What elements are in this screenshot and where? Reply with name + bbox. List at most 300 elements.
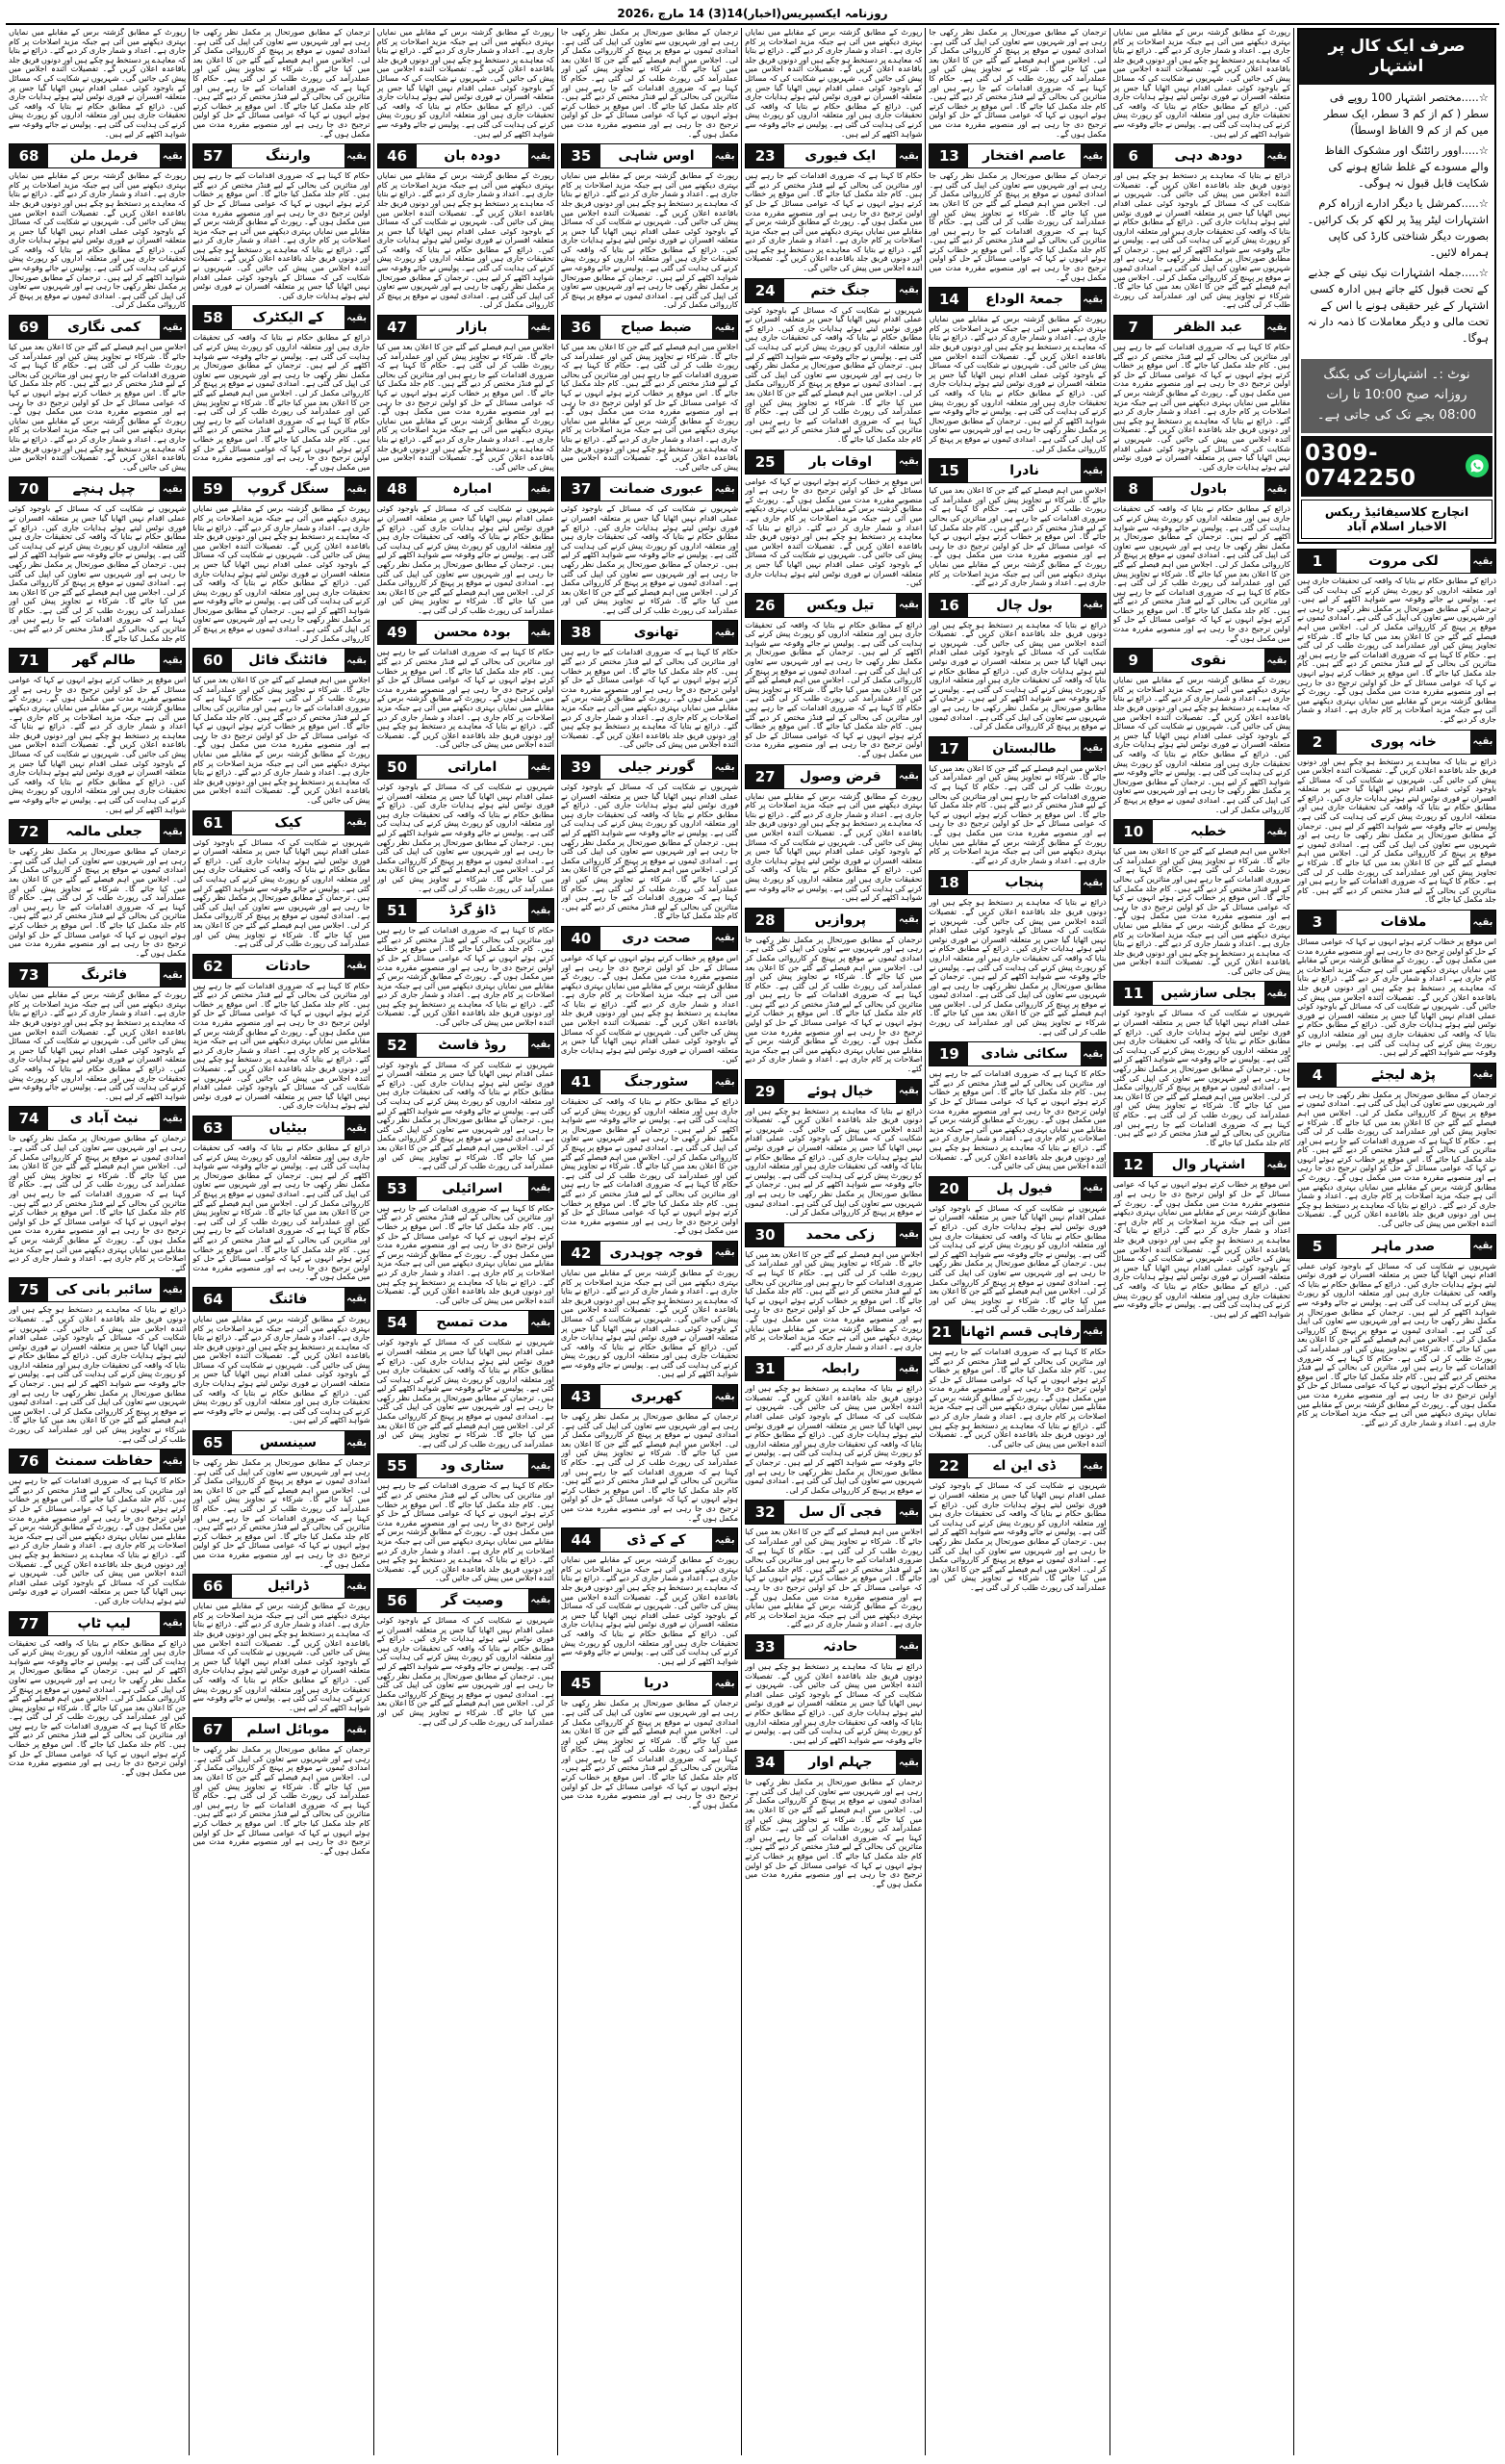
- column-lead-text: ترجمان کے مطابق صورتحال پر مکمل نظر رکھی جا رہی ہے اور شہریوں سے تعاون کی اپیل کی گئی ہے۔ امدادی ٹیموں نے موقع پر پہنچ کر کارروائی مکمل کر لی۔ اجلاس میں اہم فیصلے کیے گئے جن کا اعلان بعد میں کیا جائے گا۔ شرکاء نے تجاویز پیش کیں اور عملدرآمد کی رپورٹ طلب کر لی گئی ہے۔ حکام کا کہنا ہے کہ ضروری اقدامات کیے جا رہے ہیں اور متاثرین کی بحالی کے لیے فنڈز مختص کر دیے گئے ہیں۔ کام جلد مکمل کیا جائے گا۔ اس موقع پر خطاب کرتے ہوئے انہوں نے کہا کہ عوامی مسائل کے حل کو اولین ترجیح دی جا رہی ہے اور منصوبے مقررہ مدت میں مکمل ہوں گے۔: [560, 28, 739, 139]
- section-title: سائبر بانی کی: [48, 1278, 160, 1301]
- continuation-tag: بقیہ: [712, 1070, 737, 1093]
- continuation-tag: بقیہ: [896, 1751, 921, 1774]
- section-header: [192, 476, 370, 501]
- section-body-text: ترجمان کے مطابق صورتحال پر مکمل نظر رکھی جا رہی ہے اور شہریوں سے تعاون کی اپیل کی گئی ہے۔ امدادی ٹیموں نے موقع پر پہنچ کر کارروائی مکمل کر لی۔ اجلاس میں اہم فیصلے کیے گئے جن کا اعلان بعد میں کیا جائے گا۔ شرکاء نے تجاویز پیش کیں اور عملدرآمد کی رپورٹ طلب کر لی گئی ہے۔ حکام کا کہنا ہے کہ ضروری اقدامات کیے جا رہے ہیں اور متاثرین کی بحالی کے لیے فنڈز مختص کر دیے گئے ہیں۔ کام جلد مکمل کیا جائے گا۔ اس موقع پر خطاب کرتے ہوئے انہوں نے کہا کہ عوامی مسائل کے حل کو اولین ترجیح دی جا رہی ہے اور منصوبے مقررہ مدت میں مکمل ہوں گے۔: [929, 171, 1107, 282]
- section-body-text: رپورٹ کے مطابق گزشتہ برس کے مقابلے میں نمایاں بہتری دیکھنے میں آئی ہے جبکہ مزید اصلاحات پر کام جاری ہے۔ اعداد و شمار جاری کر دیے گئے۔ ذرائع نے بتایا کہ معاہدے پر دستخط ہو چکے ہیں اور دونوں فریق جلد باقاعدہ اعلان کریں گے۔ تفصیلات آئندہ اجلاس میں پیش کی جائیں گی۔ شہریوں نے شکایت کی کہ مسائل کے باوجود کوئی عملی اقدام نہیں اٹھایا گیا جس پر متعلقہ افسران نے فوری نوٹس لیتے ہوئے ہدایات جاری کیں۔ ذرائع کے مطابق حکام نے بتایا کہ واقعہ کی تحقیقات جاری ہیں اور متعلقہ اداروں کو رپورٹ پیش کرنے کی ہدایت کی گئی ہے۔ پولیس نے جائے وقوعہ سے شواہد اکٹھے کر لیے ہیں۔: [192, 1314, 370, 1425]
- section-header: [929, 870, 1106, 895]
- section-title: چپل ہنچے: [48, 477, 160, 500]
- continuation-tag: بقیہ: [528, 899, 553, 922]
- section-title: کمی نگاری: [48, 316, 160, 339]
- section-title: عاصم افتخار: [968, 144, 1080, 167]
- continuation-tag: بقیہ: [1264, 477, 1289, 500]
- section-header: [561, 476, 738, 501]
- section-body-text: شہریوں نے شکایت کی کہ مسائل کے باوجود کوئی عملی اقدام نہیں اٹھایا گیا جس پر متعلقہ افسران نے فوری نوٹس لیتے ہوئے ہدایات جاری کیں۔ ذرائع کے مطابق حکام نے بتایا کہ واقعہ کی تحقیقات جاری ہیں اور متعلقہ اداروں کو رپورٹ پیش کرنے کی ہدایت کی گئی ہے۔ پولیس نے جائے وقوعہ سے شواہد اکٹھے کر لیے ہیں۔ ترجمان کے مطابق صورتحال پر مکمل نظر رکھی جا رہی ہے اور شہریوں سے تعاون کی اپیل کی گئی ہے۔ امدادی ٹیموں نے موقع پر پہنچ کر کارروائی مکمل کر لی۔ اجلاس میں اہم فیصلے کیے گئے جن کا اعلان بعد میں کیا جائے گا۔ شرکاء نے تجاویز پیش کیں اور عملدرآمد کی رپورٹ طلب کر لی گئی ہے۔: [376, 1060, 554, 1171]
- continuation-tag: بقیہ: [1264, 982, 1289, 1005]
- section-body-text: رپورٹ کے مطابق گزشتہ برس کے مقابلے میں نمایاں بہتری دیکھنے میں آئی ہے جبکہ مزید اصلاحات پر کام جاری ہے۔ اعداد و شمار جاری کر دیے گئے۔ ذرائع نے بتایا کہ معاہدے پر دستخط ہو چکے ہیں اور دونوں فریق جلد باقاعدہ اعلان کریں گے۔ تفصیلات آئندہ اجلاس میں پیش کی جائیں گی۔ شہریوں نے شکایت کی کہ مسائل کے باوجود کوئی عملی اقدام نہیں اٹھایا گیا جس پر متعلقہ افسران نے فوری نوٹس لیتے ہوئے ہدایات جاری کیں۔ ذرائع کے مطابق حکام نے بتایا کہ واقعہ کی تحقیقات جاری ہیں اور متعلقہ اداروں کو رپورٹ پیش کرنے کی ہدایت کی گئی ہے۔ پولیس نے جائے وقوعہ سے شواہد اکٹھے کر لیے ہیں۔ ترجمان کے مطابق صورتحال پر مکمل نظر رکھی جا رہی ہے اور شہریوں سے تعاون کی اپیل کی گئی ہے۔ امدادی ٹیموں نے موقع پر پہنچ کر کارروائی مکمل کر لی۔: [929, 315, 1107, 453]
- continuation-tag: بقیہ: [528, 1454, 553, 1477]
- continuation-tag: بقیہ: [344, 1288, 370, 1311]
- continuation-tag: بقیہ: [160, 144, 185, 167]
- section-body-text: حکام کا کہنا ہے کہ ضروری اقدامات کیے جا رہے ہیں اور متاثرین کی بحالی کے لیے فنڈز مختص کر دیے گئے ہیں۔ کام جلد مکمل کیا جائے گا۔ اس موقع پر خطاب کرتے ہوئے انہوں نے کہا کہ عوامی مسائل کے حل کو اولین ترجیح دی جا رہی ہے اور منصوبے مقررہ مدت میں مکمل ہوں گے۔ رپورٹ کے مطابق گزشتہ برس کے مقابلے میں نمایاں بہتری دیکھنے میں آئی ہے جبکہ مزید اصلاحات پر کام جاری ہے۔ اعداد و شمار جاری کر دیے گئے۔ ذرائع نے بتایا کہ معاہدے پر دستخط ہو چکے ہیں اور دونوں فریق جلد باقاعدہ اعلان کریں گے۔ تفصیلات آئندہ اجلاس میں پیش کی جائیں گی۔ شہریوں نے شکایت کی کہ مسائل کے باوجود کوئی عملی اقدام نہیں اٹھایا گیا جس پر متعلقہ افسران نے فوری نوٹس لیتے ہوئے ہدایات جاری کیں۔: [192, 171, 370, 300]
- section-number: 64: [193, 1288, 232, 1311]
- section-title: عبد الظفر: [1153, 316, 1264, 339]
- section-title: فائنگ: [232, 1288, 344, 1311]
- column-sections: [1113, 143, 1290, 1319]
- section-body-text: اس موقع پر خطاب کرتے ہوئے انہوں نے کہا کہ عوامی مسائل کے حل کو اولین ترجیح دی جا رہی ہے اور منصوبے مقررہ مدت میں مکمل ہوں گے۔ رپورٹ کے مطابق گزشتہ برس کے مقابلے میں نمایاں بہتری دیکھنے میں آئی ہے جبکہ مزید اصلاحات پر کام جاری ہے۔ اعداد و شمار جاری کر دیے گئے۔ ذرائع نے بتایا کہ معاہدے پر دستخط ہو چکے ہیں اور دونوں فریق جلد باقاعدہ اعلان کریں گے۔ تفصیلات آئندہ اجلاس میں پیش کی جائیں گی۔ شہریوں نے شکایت کی کہ مسائل کے باوجود کوئی عملی اقدام نہیں اٹھایا گیا جس پر متعلقہ افسران نے فوری نوٹس لیتے ہوئے ہدایات جاری کیں۔ ذرائع کے مطابق حکام نے بتایا کہ واقعہ کی تحقیقات جاری ہیں اور متعلقہ اداروں کو رپورٹ پیش کرنے کی ہدایت کی گئی ہے۔ پولیس نے جائے وقوعہ سے شواہد اکٹھے کر لیے ہیں۔: [1112, 1180, 1290, 1319]
- section-number: 36: [562, 316, 600, 339]
- column-2: [925, 28, 1109, 2455]
- section-body-text: حکام کا کہنا ہے کہ ضروری اقدامات کیے جا رہے ہیں اور متاثرین کی بحالی کے لیے فنڈز مختص کر دیے گئے ہیں۔ کام جلد مکمل کیا جائے گا۔ اس موقع پر خطاب کرتے ہوئے انہوں نے کہا کہ عوامی مسائل کے حل کو اولین ترجیح دی جا رہی ہے اور منصوبے مقررہ مدت میں مکمل ہوں گے۔ رپورٹ کے مطابق گزشتہ برس کے مقابلے میں نمایاں بہتری دیکھنے میں آئی ہے جبکہ مزید اصلاحات پر کام جاری ہے۔ اعداد و شمار جاری کر دیے گئے۔ ذرائع نے بتایا کہ معاہدے پر دستخط ہو چکے ہیں اور دونوں فریق جلد باقاعدہ اعلان کریں گے۔ تفصیلات آئندہ اجلاس میں پیش کی جائیں گی۔ شہریوں نے شکایت کی کہ مسائل کے باوجود کوئی عملی اقدام نہیں اٹھایا گیا جس پر متعلقہ افسران نے فوری نوٹس لیتے ہوئے ہدایات جاری کیں۔: [192, 981, 370, 1111]
- section-header: [929, 593, 1106, 618]
- section-number: 18: [930, 871, 968, 894]
- column-lead-text: رپورٹ کے مطابق گزشتہ برس کے مقابلے میں نمایاں بہتری دیکھنے میں آئی ہے جبکہ مزید اصلاحات پر کام جاری ہے۔ اعداد و شمار جاری کر دیے گئے۔ ذرائع نے بتایا کہ معاہدے پر دستخط ہو چکے ہیں اور دونوں فریق جلد باقاعدہ اعلان کریں گے۔ تفصیلات آئندہ اجلاس میں پیش کی جائیں گی۔ شہریوں نے شکایت کی کہ مسائل کے باوجود کوئی عملی اقدام نہیں اٹھایا گیا جس پر متعلقہ افسران نے فوری نوٹس لیتے ہوئے ہدایات جاری کیں۔ ذرائع کے مطابق حکام نے بتایا کہ واقعہ کی تحقیقات جاری ہیں اور متعلقہ اداروں کو رپورٹ پیش کرنے کی ہدایت کی گئی ہے۔ پولیس نے جائے وقوعہ سے شواہد اکٹھے کر لیے ہیں۔: [745, 28, 923, 139]
- section-body-text: ذرائع نے بتایا کہ معاہدے پر دستخط ہو چکے ہیں اور دونوں فریق جلد باقاعدہ اعلان کریں گے۔ تفصیلات آئندہ اجلاس میں پیش کی جائیں گی۔ شہریوں نے شکایت کی کہ مسائل کے باوجود کوئی عملی اقدام نہیں اٹھایا گیا جس پر متعلقہ افسران نے فوری نوٹس لیتے ہوئے ہدایات جاری کیں۔ ذرائع کے مطابق حکام نے بتایا کہ واقعہ کی تحقیقات جاری ہیں اور متعلقہ اداروں کو رپورٹ پیش کرنے کی ہدایت کی گئی ہے۔ پولیس نے جائے وقوعہ سے شواہد اکٹھے کر لیے ہیں۔ ترجمان کے مطابق صورتحال پر مکمل نظر رکھی جا رہی ہے اور شہریوں سے تعاون کی اپیل کی گئی ہے۔ امدادی ٹیموں نے موقع پر پہنچ کر کارروائی مکمل کر لی۔ اجلاس میں اہم فیصلے کیے گئے جن کا اعلان بعد میں کیا جائے گا۔ شرکاء نے تجاویز پیش کیں اور عملدرآمد کی رپورٹ طلب کر لی گئی ہے۔ حکام کا کہنا ہے کہ ضروری اقدامات کیے جا رہے ہیں اور متاثرین کی بحالی کے لیے فنڈز مختص کر دیے گئے ہیں۔ کام جلد مکمل کیا جائے گا۔: [1297, 757, 1496, 905]
- section-title: کے الیکٹرک: [232, 306, 344, 329]
- section-title: عبوری ضمانت: [600, 477, 712, 500]
- continuation-tag: بقیہ: [528, 621, 553, 644]
- section-body-text: اجلاس میں اہم فیصلے کیے گئے جن کا اعلان بعد میں کیا جائے گا۔ شرکاء نے تجاویز پیش کیں اور عملدرآمد کی رپورٹ طلب کر لی گئی ہے۔ حکام کا کہنا ہے کہ ضروری اقدامات کیے جا رہے ہیں اور متاثرین کی بحالی کے لیے فنڈز مختص کر دیے گئے ہیں۔ کام جلد مکمل کیا جائے گا۔ اس موقع پر خطاب کرتے ہوئے انہوں نے کہا کہ عوامی مسائل کے حل کو اولین ترجیح دی جا رہی ہے اور منصوبے مقررہ مدت میں مکمل ہوں گے۔ رپورٹ کے مطابق گزشتہ برس کے مقابلے میں نمایاں بہتری دیکھنے میں آئی ہے جبکہ مزید اصلاحات پر کام جاری ہے۔ اعداد و شمار جاری کر دیے گئے۔ ذرائع نے بتایا کہ معاہدے پر دستخط ہو چکے ہیں اور دونوں فریق جلد باقاعدہ اعلان کریں گے۔ تفصیلات آئندہ اجلاس میں پیش کی جائیں گی۔: [376, 343, 554, 472]
- section-header: [192, 810, 370, 835]
- section-body-text: رپورٹ کے مطابق گزشتہ برس کے مقابلے میں نمایاں بہتری دیکھنے میں آئی ہے جبکہ مزید اصلاحات پر کام جاری ہے۔ اعداد و شمار جاری کر دیے گئے۔ ذرائع نے بتایا کہ معاہدے پر دستخط ہو چکے ہیں اور دونوں فریق جلد باقاعدہ اعلان کریں گے۔ تفصیلات آئندہ اجلاس میں پیش کی جائیں گی۔ شہریوں نے شکایت کی کہ مسائل کے باوجود کوئی عملی اقدام نہیں اٹھایا گیا جس پر متعلقہ افسران نے فوری نوٹس لیتے ہوئے ہدایات جاری کیں۔ ذرائع کے مطابق حکام نے بتایا کہ واقعہ کی تحقیقات جاری ہیں اور متعلقہ اداروں کو رپورٹ پیش کرنے کی ہدایت کی گئی ہے۔ پولیس نے جائے وقوعہ سے شواہد اکٹھے کر لیے ہیں۔: [745, 791, 923, 903]
- section-number: 23: [746, 144, 784, 167]
- column-1: [1110, 28, 1293, 2455]
- section-title: سینسس: [232, 1431, 344, 1454]
- ad-phone-number[interactable]: 0309-0742250: [1305, 441, 1416, 491]
- continuation-tag: بقیہ: [344, 649, 370, 672]
- continuation-tag: بقیہ: [1470, 731, 1495, 754]
- section-title: فائٹنگ فائل: [232, 649, 344, 672]
- section-body-text: شہریوں نے شکایت کی کہ مسائل کے باوجود کوئی عملی اقدام نہیں اٹھایا گیا جس پر متعلقہ افسران نے فوری نوٹس لیتے ہوئے ہدایات جاری کیں۔ ذرائع کے مطابق حکام نے بتایا کہ واقعہ کی تحقیقات جاری ہیں اور متعلقہ اداروں کو رپورٹ پیش کرنے کی ہدایت کی گئی ہے۔ پولیس نے جائے وقوعہ سے شواہد اکٹھے کر لیے ہیں۔ ترجمان کے مطابق صورتحال پر مکمل نظر رکھی جا رہی ہے اور شہریوں سے تعاون کی اپیل کی گئی ہے۔ امدادی ٹیموں نے موقع پر پہنچ کر کارروائی مکمل کر لی۔ اجلاس میں اہم فیصلے کیے گئے جن کا اعلان بعد میں کیا جائے گا۔ شرکاء نے تجاویز پیش کیں اور عملدرآمد کی رپورٹ طلب کر لی گئی ہے۔: [376, 1338, 554, 1449]
- section-header: [192, 143, 370, 168]
- section-number: 54: [378, 1311, 417, 1334]
- section-body-text: شہریوں نے شکایت کی کہ مسائل کے باوجود کوئی عملی اقدام نہیں اٹھایا گیا جس پر متعلقہ افسران نے فوری نوٹس لیتے ہوئے ہدایات جاری کیں۔ ذرائع کے مطابق حکام نے بتایا کہ واقعہ کی تحقیقات جاری ہیں اور متعلقہ اداروں کو رپورٹ پیش کرنے کی ہدایت کی گئی ہے۔ پولیس نے جائے وقوعہ سے شواہد اکٹھے کر لیے ہیں۔ ترجمان کے مطابق صورتحال پر مکمل نظر رکھی جا رہی ہے اور شہریوں سے تعاون کی اپیل کی گئی ہے۔ امدادی ٹیموں نے موقع پر پہنچ کر کارروائی مکمل کر لی۔ اجلاس میں اہم فیصلے کیے گئے جن کا اعلان بعد میں کیا جائے گا۔ شرکاء نے تجاویز پیش کیں اور عملدرآمد کی رپورٹ طلب کر لی گئی ہے۔: [560, 504, 739, 615]
- ad-term: ☆.....کمرشل یا دیگر ادارے ازراہ کرم اشتہارات لیٹر پیڈ پر لکھ کر بک کرائیں۔ بصورت دیگر شناختی کارڈ کی کاپی ہمراہ لائیں۔: [1307, 196, 1489, 259]
- section-title: سٹورجنگ: [600, 1070, 712, 1093]
- section-title: ڈاؤ گرڈ: [417, 899, 528, 922]
- section-title: ڈی این اے: [968, 1454, 1080, 1477]
- continuation-tag: بقیہ: [160, 316, 185, 339]
- section-body-text: ذرائع کے مطابق حکام نے بتایا کہ واقعہ کی تحقیقات جاری ہیں اور متعلقہ اداروں کو رپورٹ پیش کرنے کی ہدایت کی گئی ہے۔ پولیس نے جائے وقوعہ سے شواہد اکٹھے کر لیے ہیں۔ ترجمان کے مطابق صورتحال پر مکمل نظر رکھی جا رہی ہے اور شہریوں سے تعاون کی اپیل کی گئی ہے۔ امدادی ٹیموں نے موقع پر پہنچ کر کارروائی مکمل کر لی۔ اجلاس میں اہم فیصلے کیے گئے جن کا اعلان بعد میں کیا جائے گا۔ شرکاء نے تجاویز پیش کیں اور عملدرآمد کی رپورٹ طلب کر لی گئی ہے۔ حکام کا کہنا ہے کہ ضروری اقدامات کیے جا رہے ہیں اور متاثرین کی بحالی کے لیے فنڈز مختص کر دیے گئے ہیں۔ کام جلد مکمل کیا جائے گا۔ اس موقع پر خطاب کرتے ہوئے انہوں نے کہا کہ عوامی مسائل کے حل کو اولین ترجیح دی جا رہی ہے اور منصوبے مقررہ مدت میں مکمل ہوں گے۔: [560, 1097, 739, 1236]
- section-header: [561, 620, 738, 645]
- section-number: 60: [193, 649, 232, 672]
- ad-terms-list: [1299, 85, 1494, 355]
- section-number: 76: [10, 1450, 48, 1473]
- section-title: نیٹ آباد ی: [48, 1107, 160, 1130]
- columns-container: [6, 28, 1499, 2455]
- continuation-tag: بقیہ: [896, 144, 921, 167]
- section-body-text: ترجمان کے مطابق صورتحال پر مکمل نظر رکھی جا رہی ہے اور شہریوں سے تعاون کی اپیل کی گئی ہے۔ امدادی ٹیموں نے موقع پر پہنچ کر کارروائی مکمل کر لی۔ اجلاس میں اہم فیصلے کیے گئے جن کا اعلان بعد میں کیا جائے گا۔ شرکاء نے تجاویز پیش کیں اور عملدرآمد کی رپورٹ طلب کر لی گئی ہے۔ حکام کا کہنا ہے کہ ضروری اقدامات کیے جا رہے ہیں اور متاثرین کی بحالی کے لیے فنڈز مختص کر دیے گئے ہیں۔ کام جلد مکمل کیا جائے گا۔ اس موقع پر خطاب کرتے ہوئے انہوں نے کہا کہ عوامی مسائل کے حل کو اولین ترجیح دی جا رہی ہے اور منصوبے مقررہ مدت میں مکمل ہوں گے۔: [9, 847, 187, 958]
- section-title: زکی محمد: [784, 1223, 896, 1246]
- continuation-tag: بقیہ: [1081, 871, 1106, 894]
- section-title: خیال ہوئے: [784, 1080, 896, 1103]
- section-body-text: اجلاس میں اہم فیصلے کیے گئے جن کا اعلان بعد میں کیا جائے گا۔ شرکاء نے تجاویز پیش کیں اور عملدرآمد کی رپورٹ طلب کر لی گئی ہے۔ حکام کا کہنا ہے کہ ضروری اقدامات کیے جا رہے ہیں اور متاثرین کی بحالی کے لیے فنڈز مختص کر دیے گئے ہیں۔ کام جلد مکمل کیا جائے گا۔ اس موقع پر خطاب کرتے ہوئے انہوں نے کہا کہ عوامی مسائل کے حل کو اولین ترجیح دی جا رہی ہے اور منصوبے مقررہ مدت میں مکمل ہوں گے۔ رپورٹ کے مطابق گزشتہ برس کے مقابلے میں نمایاں بہتری دیکھنے میں آئی ہے جبکہ مزید اصلاحات پر کام جاری ہے۔ اعداد و شمار جاری کر دیے گئے۔: [745, 1249, 923, 1351]
- section-header: [9, 648, 186, 673]
- section-body-text: ترجمان کے مطابق صورتحال پر مکمل نظر رکھی جا رہی ہے اور شہریوں سے تعاون کی اپیل کی گئی ہے۔ امدادی ٹیموں نے موقع پر پہنچ کر کارروائی مکمل کر لی۔ اجلاس میں اہم فیصلے کیے گئے جن کا اعلان بعد میں کیا جائے گا۔ شرکاء نے تجاویز پیش کیں اور عملدرآمد کی رپورٹ طلب کر لی گئی ہے۔ حکام کا کہنا ہے کہ ضروری اقدامات کیے جا رہے ہیں اور متاثرین کی بحالی کے لیے فنڈز مختص کر دیے گئے ہیں۔ کام جلد مکمل کیا جائے گا۔ اس موقع پر خطاب کرتے ہوئے انہوں نے کہا کہ عوامی مسائل کے حل کو اولین ترجیح دی جا رہی ہے اور منصوبے مقررہ مدت میں مکمل ہوں گے۔: [745, 1778, 923, 1888]
- section-header: [745, 1634, 922, 1659]
- section-body-text: ترجمان کے مطابق صورتحال پر مکمل نظر رکھی جا رہی ہے اور شہریوں سے تعاون کی اپیل کی گئی ہے۔ امدادی ٹیموں نے موقع پر پہنچ کر کارروائی مکمل کر لی۔ اجلاس میں اہم فیصلے کیے گئے جن کا اعلان بعد میں کیا جائے گا۔ شرکاء نے تجاویز پیش کیں اور عملدرآمد کی رپورٹ طلب کر لی گئی ہے۔ حکام کا کہنا ہے کہ ضروری اقدامات کیے جا رہے ہیں اور متاثرین کی بحالی کے لیے فنڈز مختص کر دیے گئے ہیں۔ کام جلد مکمل کیا جائے گا۔ اس موقع پر خطاب کرتے ہوئے انہوں نے کہا کہ عوامی مسائل کے حل کو اولین ترجیح دی جا رہی ہے اور منصوبے مقررہ مدت میں مکمل ہوں گے۔: [560, 1699, 739, 1810]
- section-number: 65: [193, 1431, 232, 1454]
- continuation-tag: بقیہ: [160, 963, 185, 987]
- section-body-text: حکام کا کہنا ہے کہ ضروری اقدامات کیے جا رہے ہیں اور متاثرین کی بحالی کے لیے فنڈز مختص کر دیے گئے ہیں۔ کام جلد مکمل کیا جائے گا۔ اس موقع پر خطاب کرتے ہوئے انہوں نے کہا کہ عوامی مسائل کے حل کو اولین ترجیح دی جا رہی ہے اور منصوبے مقررہ مدت میں مکمل ہوں گے۔ رپورٹ کے مطابق گزشتہ برس کے مقابلے میں نمایاں بہتری دیکھنے میں آئی ہے جبکہ مزید اصلاحات پر کام جاری ہے۔ اعداد و شمار جاری کر دیے گئے۔ ذرائع نے بتایا کہ معاہدے پر دستخط ہو چکے ہیں اور دونوں فریق جلد باقاعدہ اعلان کریں گے۔ تفصیلات آئندہ اجلاس میں پیش کی جائیں گی۔: [376, 926, 554, 1028]
- continuation-tag: بقیہ: [528, 756, 553, 779]
- section-body-text: شہریوں نے شکایت کی کہ مسائل کے باوجود کوئی عملی اقدام نہیں اٹھایا گیا جس پر متعلقہ افسران نے فوری نوٹس لیتے ہوئے ہدایات جاری کیں۔ ذرائع کے مطابق حکام نے بتایا کہ واقعہ کی تحقیقات جاری ہیں اور متعلقہ اداروں کو رپورٹ پیش کرنے کی ہدایت کی گئی ہے۔ پولیس نے جائے وقوعہ سے شواہد اکٹھے کر لیے ہیں۔ ترجمان کے مطابق صورتحال پر مکمل نظر رکھی جا رہی ہے اور شہریوں سے تعاون کی اپیل کی گئی ہے۔ امدادی ٹیموں نے موقع پر پہنچ کر کارروائی مکمل کر لی۔ اجلاس میں اہم فیصلے کیے گئے جن کا اعلان بعد میں کیا جائے گا۔ شرکاء نے تجاویز پیش کیں اور عملدرآمد کی رپورٹ طلب کر لی گئی ہے۔: [376, 783, 554, 893]
- continuation-tag: بقیہ: [1264, 316, 1289, 339]
- column-sections: [745, 143, 922, 1888]
- section-number: 22: [930, 1454, 968, 1477]
- section-number: 38: [562, 621, 600, 644]
- section-header: [377, 1176, 554, 1201]
- section-body-text: ذرائع نے بتایا کہ معاہدے پر دستخط ہو چکے ہیں اور دونوں فریق جلد باقاعدہ اعلان کریں گے۔ تفصیلات آئندہ اجلاس میں پیش کی جائیں گی۔ شہریوں نے شکایت کی کہ مسائل کے باوجود کوئی عملی اقدام نہیں اٹھایا گیا جس پر متعلقہ افسران نے فوری نوٹس لیتے ہوئے ہدایات جاری کیں۔ ذرائع کے مطابق حکام نے بتایا کہ واقعہ کی تحقیقات جاری ہیں اور متعلقہ اداروں کو رپورٹ پیش کرنے کی ہدایت کی گئی ہے۔ پولیس نے جائے وقوعہ سے شواہد اکٹھے کر لیے ہیں۔: [745, 1661, 923, 1745]
- section-body-text: ذرائع نے بتایا کہ معاہدے پر دستخط ہو چکے ہیں اور دونوں فریق جلد باقاعدہ اعلان کریں گے۔ تفصیلات آئندہ اجلاس میں پیش کی جائیں گی۔ شہریوں نے شکایت کی کہ مسائل کے باوجود کوئی عملی اقدام نہیں اٹھایا گیا جس پر متعلقہ افسران نے فوری نوٹس لیتے ہوئے ہدایات جاری کیں۔ ذرائع کے مطابق حکام نے بتایا کہ واقعہ کی تحقیقات جاری ہیں اور متعلقہ اداروں کو رپورٹ پیش کرنے کی ہدایت کی گئی ہے۔ پولیس نے جائے وقوعہ سے شواہد اکٹھے کر لیے ہیں۔ ترجمان کے مطابق صورتحال پر مکمل نظر رکھی جا رہی ہے اور شہریوں سے تعاون کی اپیل کی گئی ہے۔ امدادی ٹیموں نے موقع پر پہنچ کر کارروائی مکمل کر لی۔: [929, 620, 1107, 732]
- continuation-tag: بقیہ: [344, 1116, 370, 1140]
- section-number: 55: [378, 1454, 417, 1477]
- continuation-tag: بقیہ: [712, 1528, 737, 1552]
- section-header: [192, 1116, 370, 1141]
- section-header: [929, 736, 1106, 761]
- section-title: پنجاب: [968, 871, 1080, 894]
- section-title: لیپ ٹاپ: [48, 1612, 160, 1635]
- section-title: نقوی: [1153, 649, 1264, 672]
- section-header: [929, 143, 1106, 168]
- masthead: [6, 4, 1499, 25]
- section-body-text: ترجمان کے مطابق صورتحال پر مکمل نظر رکھی جا رہی ہے اور شہریوں سے تعاون کی اپیل کی گئی ہے۔ امدادی ٹیموں نے موقع پر پہنچ کر کارروائی مکمل کر لی۔ اجلاس میں اہم فیصلے کیے گئے جن کا اعلان بعد میں کیا جائے گا۔ شرکاء نے تجاویز پیش کیں اور عملدرآمد کی رپورٹ طلب کر لی گئی ہے۔ حکام کا کہنا ہے کہ ضروری اقدامات کیے جا رہے ہیں اور متاثرین کی بحالی کے لیے فنڈز مختص کر دیے گئے ہیں۔ کام جلد مکمل کیا جائے گا۔ اس موقع پر خطاب کرتے ہوئے انہوں نے کہا کہ عوامی مسائل کے حل کو اولین ترجیح دی جا رہی ہے اور منصوبے مقررہ مدت میں مکمل ہوں گے۔: [192, 1458, 370, 1569]
- section-body-text: شہریوں نے شکایت کی کہ مسائل کے باوجود کوئی عملی اقدام نہیں اٹھایا گیا جس پر متعلقہ افسران نے فوری نوٹس لیتے ہوئے ہدایات جاری کیں۔ ذرائع کے مطابق حکام نے بتایا کہ واقعہ کی تحقیقات جاری ہیں اور متعلقہ اداروں کو رپورٹ پیش کرنے کی ہدایت کی گئی ہے۔ پولیس نے جائے وقوعہ سے شواہد اکٹھے کر لیے ہیں۔ ترجمان کے مطابق صورتحال پر مکمل نظر رکھی جا رہی ہے اور شہریوں سے تعاون کی اپیل کی گئی ہے۔ امدادی ٹیموں نے موقع پر پہنچ کر کارروائی مکمل کر لی۔ اجلاس میں اہم فیصلے کیے گئے جن کا اعلان بعد میں کیا جائے گا۔ شرکاء نے تجاویز پیش کیں اور عملدرآمد کی رپورٹ طلب کر لی گئی ہے۔ حکام کا کہنا ہے کہ ضروری اقدامات کیے جا رہے ہیں اور متاثرین کی بحالی کے لیے فنڈز مختص کر دیے گئے ہیں۔ کام جلد مکمل کیا جائے گا۔ اس موقع پر خطاب کرتے ہوئے انہوں نے کہا کہ عوامی مسائل کے حل کو اولین ترجیح دی جا رہی ہے اور منصوبے مقررہ مدت میں مکمل ہوں گے۔ رپورٹ کے مطابق گزشتہ برس کے مقابلے میں نمایاں بہتری دیکھنے میں آئی ہے جبکہ مزید اصلاحات پر کام جاری ہے۔ اعداد و شمار جاری کر دیے گئے۔: [1297, 1261, 1496, 1427]
- section-title: خطبہ: [1153, 820, 1264, 843]
- ad-term: ☆.....اوور رائٹنگ اور مشکوک الفاظ والے مسودے کے غلط شائع ہونے کی شکایت قابل قبول نہ ہوگی۔: [1324, 143, 1489, 190]
- section-title: اوقات بار: [784, 450, 896, 474]
- section-body-text: رپورٹ کے مطابق گزشتہ برس کے مقابلے میں نمایاں بہتری دیکھنے میں آئی ہے جبکہ مزید اصلاحات پر کام جاری ہے۔ اعداد و شمار جاری کر دیے گئے۔ ذرائع نے بتایا کہ معاہدے پر دستخط ہو چکے ہیں اور دونوں فریق جلد باقاعدہ اعلان کریں گے۔ تفصیلات آئندہ اجلاس میں پیش کی جائیں گی۔ شہریوں نے شکایت کی کہ مسائل کے باوجود کوئی عملی اقدام نہیں اٹھایا گیا جس پر متعلقہ افسران نے فوری نوٹس لیتے ہوئے ہدایات جاری کیں۔ ذرائع کے مطابق حکام نے بتایا کہ واقعہ کی تحقیقات جاری ہیں اور متعلقہ اداروں کو رپورٹ پیش کرنے کی ہدایت کی گئی ہے۔ پولیس نے جائے وقوعہ سے شواہد اکٹھے کر لیے ہیں۔: [192, 1602, 370, 1712]
- continuation-tag: بقیہ: [712, 1242, 737, 1265]
- continuation-tag: بقیہ: [160, 1107, 185, 1130]
- section-number: 21: [929, 1321, 960, 1344]
- section-number: 26: [746, 594, 784, 617]
- continuation-tag: بقیہ: [712, 316, 737, 339]
- section-number: 33: [746, 1635, 784, 1658]
- column-3: [741, 28, 925, 2455]
- continuation-tag: بقیہ: [712, 621, 737, 644]
- section-number: 53: [378, 1177, 417, 1200]
- column-7: [6, 28, 189, 2455]
- section-header: [192, 1287, 370, 1312]
- section-header: [1113, 648, 1290, 673]
- section-header: [1113, 315, 1290, 340]
- section-body-text: شہریوں نے شکایت کی کہ مسائل کے باوجود کوئی عملی اقدام نہیں اٹھایا گیا جس پر متعلقہ افسران نے فوری نوٹس لیتے ہوئے ہدایات جاری کیں۔ ذرائع کے مطابق حکام نے بتایا کہ واقعہ کی تحقیقات جاری ہیں اور متعلقہ اداروں کو رپورٹ پیش کرنے کی ہدایت کی گئی ہے۔ پولیس نے جائے وقوعہ سے شواہد اکٹھے کر لیے ہیں۔ ترجمان کے مطابق صورتحال پر مکمل نظر رکھی جا رہی ہے اور شہریوں سے تعاون کی اپیل کی گئی ہے۔ امدادی ٹیموں نے موقع پر پہنچ کر کارروائی مکمل کر لی۔ اجلاس میں اہم فیصلے کیے گئے جن کا اعلان بعد میں کیا جائے گا۔ شرکاء نے تجاویز پیش کیں اور عملدرآمد کی رپورٹ طلب کر لی گئی ہے۔: [929, 1481, 1107, 1592]
- section-body-text: ترجمان کے مطابق صورتحال پر مکمل نظر رکھی جا رہی ہے اور شہریوں سے تعاون کی اپیل کی گئی ہے۔ امدادی ٹیموں نے موقع پر پہنچ کر کارروائی مکمل کر لی۔ اجلاس میں اہم فیصلے کیے گئے جن کا اعلان بعد میں کیا جائے گا۔ شرکاء نے تجاویز پیش کیں اور عملدرآمد کی رپورٹ طلب کر لی گئی ہے۔ حکام کا کہنا ہے کہ ضروری اقدامات کیے جا رہے ہیں اور متاثرین کی بحالی کے لیے فنڈز مختص کر دیے گئے ہیں۔ کام جلد مکمل کیا جائے گا۔ اس موقع پر خطاب کرتے ہوئے انہوں نے کہا کہ عوامی مسائل کے حل کو اولین ترجیح دی جا رہی ہے اور منصوبے مقررہ مدت میں مکمل ہوں گے۔ رپورٹ کے مطابق گزشتہ برس کے مقابلے میں نمایاں بہتری دیکھنے میں آئی ہے جبکہ مزید اصلاحات پر کام جاری ہے۔ اعداد و شمار جاری کر دیے گئے۔ ذرائع نے بتایا کہ معاہدے پر دستخط ہو چکے ہیں اور دونوں فریق جلد باقاعدہ اعلان کریں گے۔ تفصیلات آئندہ اجلاس میں پیش کی جائیں گی۔: [1297, 1090, 1496, 1229]
- continuation-tag: بقیہ: [160, 1278, 185, 1301]
- section-number: 68: [10, 144, 48, 167]
- section-number: 37: [562, 477, 600, 500]
- continuation-tag: بقیہ: [344, 1431, 370, 1454]
- section-title: سنگل گروپ: [232, 477, 344, 500]
- continuation-tag: بقیہ: [344, 477, 370, 500]
- continuation-tag: بقیہ: [1081, 737, 1106, 760]
- section-header: [9, 1611, 186, 1636]
- section-title: بول چال: [968, 594, 1080, 617]
- section-title: ڈرائیل: [232, 1575, 344, 1598]
- ad-term: ☆.....مختصر اشتہار 100 روپے فی سطر ( کم از کم 3 سطر، ایک سطر میں کم از کم 9 الفاظ اوسطاً): [1323, 90, 1489, 137]
- section-title: اوس شاہی: [600, 144, 712, 167]
- section-header: [745, 1500, 922, 1525]
- section-header: [745, 764, 922, 789]
- section-header: [377, 620, 554, 645]
- section-body-text: رپورٹ کے مطابق گزشتہ برس کے مقابلے میں نمایاں بہتری دیکھنے میں آئی ہے جبکہ مزید اصلاحات پر کام جاری ہے۔ اعداد و شمار جاری کر دیے گئے۔ ذرائع نے بتایا کہ معاہدے پر دستخط ہو چکے ہیں اور دونوں فریق جلد باقاعدہ اعلان کریں گے۔ تفصیلات آئندہ اجلاس میں پیش کی جائیں گی۔ شہریوں نے شکایت کی کہ مسائل کے باوجود کوئی عملی اقدام نہیں اٹھایا گیا جس پر متعلقہ افسران نے فوری نوٹس لیتے ہوئے ہدایات جاری کیں۔ ذرائع کے مطابق حکام نے بتایا کہ واقعہ کی تحقیقات جاری ہیں اور متعلقہ اداروں کو رپورٹ پیش کرنے کی ہدایت کی گئی ہے۔ پولیس نے جائے وقوعہ سے شواہد اکٹھے کر لیے ہیں۔ ترجمان کے مطابق صورتحال پر مکمل نظر رکھی جا رہی ہے اور شہریوں سے تعاون کی اپیل کی گئی ہے۔ امدادی ٹیموں نے موقع پر پہنچ کر کارروائی مکمل کر لی۔: [1112, 676, 1290, 814]
- section-body-text: اس موقع پر خطاب کرتے ہوئے انہوں نے کہا کہ عوامی مسائل کے حل کو اولین ترجیح دی جا رہی ہے اور منصوبے مقررہ مدت میں مکمل ہوں گے۔ رپورٹ کے مطابق گزشتہ برس کے مقابلے میں نمایاں بہتری دیکھنے میں آئی ہے جبکہ مزید اصلاحات پر کام جاری ہے۔ اعداد و شمار جاری کر دیے گئے۔ ذرائع نے بتایا کہ معاہدے پر دستخط ہو چکے ہیں اور دونوں فریق جلد باقاعدہ اعلان کریں گے۔ تفصیلات آئندہ اجلاس میں پیش کی جائیں گی۔ شہریوں نے شکایت کی کہ مسائل کے باوجود کوئی عملی اقدام نہیں اٹھایا گیا جس پر متعلقہ افسران نے فوری نوٹس لیتے ہوئے ہدایات جاری کیں۔: [560, 953, 739, 1065]
- section-number: 73: [10, 963, 48, 987]
- section-title: مدت تمسح: [417, 1311, 528, 1334]
- section-number: 57: [193, 144, 232, 167]
- section-body-text: حکام کا کہنا ہے کہ ضروری اقدامات کیے جا رہے ہیں اور متاثرین کی بحالی کے لیے فنڈز مختص کر دیے گئے ہیں۔ کام جلد مکمل کیا جائے گا۔ اس موقع پر خطاب کرتے ہوئے انہوں نے کہا کہ عوامی مسائل کے حل کو اولین ترجیح دی جا رہی ہے اور منصوبے مقررہ مدت میں مکمل ہوں گے۔ رپورٹ کے مطابق گزشتہ برس کے مقابلے میں نمایاں بہتری دیکھنے میں آئی ہے جبکہ مزید اصلاحات پر کام جاری ہے۔ اعداد و شمار جاری کر دیے گئے۔ ذرائع نے بتایا کہ معاہدے پر دستخط ہو چکے ہیں اور دونوں فریق جلد باقاعدہ اعلان کریں گے۔ تفصیلات آئندہ اجلاس میں پیش کی جائیں گی۔: [376, 1203, 554, 1305]
- advertisement-box: [1297, 28, 1496, 544]
- section-body-text: حکام کا کہنا ہے کہ ضروری اقدامات کیے جا رہے ہیں اور متاثرین کی بحالی کے لیے فنڈز مختص کر دیے گئے ہیں۔ کام جلد مکمل کیا جائے گا۔ اس موقع پر خطاب کرتے ہوئے انہوں نے کہا کہ عوامی مسائل کے حل کو اولین ترجیح دی جا رہی ہے اور منصوبے مقررہ مدت میں مکمل ہوں گے۔ رپورٹ کے مطابق گزشتہ برس کے مقابلے میں نمایاں بہتری دیکھنے میں آئی ہے جبکہ مزید اصلاحات پر کام جاری ہے۔ اعداد و شمار جاری کر دیے گئے۔ ذرائع نے بتایا کہ معاہدے پر دستخط ہو چکے ہیں اور دونوں فریق جلد باقاعدہ اعلان کریں گے۔ تفصیلات آئندہ اجلاس میں پیش کی جائیں گی۔: [929, 1069, 1107, 1171]
- section-title: وصیت گر: [417, 1589, 528, 1612]
- continuation-tag: بقیہ: [160, 1450, 185, 1473]
- section-header: [561, 1671, 738, 1696]
- section-title: اشتہار وال: [1153, 1153, 1264, 1176]
- section-title: فرمل ملن: [48, 144, 160, 167]
- section-header: [192, 1430, 370, 1455]
- section-header: [1113, 476, 1290, 501]
- ad-heading: صرف ایک کال پر اشتہار: [1299, 30, 1494, 85]
- section-number: 50: [378, 756, 417, 779]
- section-body-text: اس موقع پر خطاب کرتے ہوئے انہوں نے کہا کہ عوامی مسائل کے حل کو اولین ترجیح دی جا رہی ہے اور منصوبے مقررہ مدت میں مکمل ہوں گے۔ رپورٹ کے مطابق گزشتہ برس کے مقابلے میں نمایاں بہتری دیکھنے میں آئی ہے جبکہ مزید اصلاحات پر کام جاری ہے۔ اعداد و شمار جاری کر دیے گئے۔ ذرائع نے بتایا کہ معاہدے پر دستخط ہو چکے ہیں اور دونوں فریق جلد باقاعدہ اعلان کریں گے۔ تفصیلات آئندہ اجلاس میں پیش کی جائیں گی۔ شہریوں نے شکایت کی کہ مسائل کے باوجود کوئی عملی اقدام نہیں اٹھایا گیا جس پر متعلقہ افسران نے فوری نوٹس لیتے ہوئے ہدایات جاری کیں۔ ذرائع کے مطابق حکام نے بتایا کہ واقعہ کی تحقیقات جاری ہیں اور متعلقہ اداروں کو رپورٹ پیش کرنے کی ہدایت کی گئی ہے۔ پولیس نے جائے وقوعہ سے شواہد اکٹھے کر لیے ہیں۔: [1297, 937, 1496, 1058]
- section-number: 12: [1114, 1153, 1153, 1176]
- section-body-text: شہریوں نے شکایت کی کہ مسائل کے باوجود کوئی عملی اقدام نہیں اٹھایا گیا جس پر متعلقہ افسران نے فوری نوٹس لیتے ہوئے ہدایات جاری کیں۔ ذرائع کے مطابق حکام نے بتایا کہ واقعہ کی تحقیقات جاری ہیں اور متعلقہ اداروں کو رپورٹ پیش کرنے کی ہدایت کی گئی ہے۔ پولیس نے جائے وقوعہ سے شواہد اکٹھے کر لیے ہیں۔ ترجمان کے مطابق صورتحال پر مکمل نظر رکھی جا رہی ہے اور شہریوں سے تعاون کی اپیل کی گئی ہے۔ امدادی ٹیموں نے موقع پر پہنچ کر کارروائی مکمل کر لی۔ اجلاس میں اہم فیصلے کیے گئے جن کا اعلان بعد میں کیا جائے گا۔ شرکاء نے تجاویز پیش کیں اور عملدرآمد کی رپورٹ طلب کر لی گئی ہے۔: [192, 837, 370, 949]
- section-header: [1297, 1063, 1496, 1088]
- continuation-tag: بقیہ: [1081, 144, 1106, 167]
- column-4: [557, 28, 741, 2455]
- continuation-tag: بقیہ: [1081, 1042, 1106, 1065]
- section-body-text: اس موقع پر خطاب کرتے ہوئے انہوں نے کہا کہ عوامی مسائل کے حل کو اولین ترجیح دی جا رہی ہے اور منصوبے مقررہ مدت میں مکمل ہوں گے۔ رپورٹ کے مطابق گزشتہ برس کے مقابلے میں نمایاں بہتری دیکھنے میں آئی ہے جبکہ مزید اصلاحات پر کام جاری ہے۔ اعداد و شمار جاری کر دیے گئے۔ ذرائع نے بتایا کہ معاہدے پر دستخط ہو چکے ہیں اور دونوں فریق جلد باقاعدہ اعلان کریں گے۔ تفصیلات آئندہ اجلاس میں پیش کی جائیں گی۔ شہریوں نے شکایت کی کہ مسائل کے باوجود کوئی عملی اقدام نہیں اٹھایا گیا جس پر متعلقہ افسران نے فوری نوٹس لیتے ہوئے ہدایات جاری کیں۔: [745, 476, 923, 588]
- continuation-tag: بقیہ: [896, 1223, 921, 1246]
- section-number: 72: [10, 820, 48, 843]
- section-title: تیل ویکس: [784, 594, 896, 617]
- section-header: [745, 278, 922, 303]
- section-header: [1297, 549, 1496, 574]
- section-body-text: اجلاس میں اہم فیصلے کیے گئے جن کا اعلان بعد میں کیا جائے گا۔ شرکاء نے تجاویز پیش کیں اور عملدرآمد کی رپورٹ طلب کر لی گئی ہے۔ حکام کا کہنا ہے کہ ضروری اقدامات کیے جا رہے ہیں اور متاثرین کی بحالی کے لیے فنڈز مختص کر دیے گئے ہیں۔ کام جلد مکمل کیا جائے گا۔ اس موقع پر خطاب کرتے ہوئے انہوں نے کہا کہ عوامی مسائل کے حل کو اولین ترجیح دی جا رہی ہے اور منصوبے مقررہ مدت میں مکمل ہوں گے۔ رپورٹ کے مطابق گزشتہ برس کے مقابلے میں نمایاں بہتری دیکھنے میں آئی ہے جبکہ مزید اصلاحات پر کام جاری ہے۔ اعداد و شمار جاری کر دیے گئے۔: [929, 486, 1107, 588]
- section-body-text: اجلاس میں اہم فیصلے کیے گئے جن کا اعلان بعد میں کیا جائے گا۔ شرکاء نے تجاویز پیش کیں اور عملدرآمد کی رپورٹ طلب کر لی گئی ہے۔ حکام کا کہنا ہے کہ ضروری اقدامات کیے جا رہے ہیں اور متاثرین کی بحالی کے لیے فنڈز مختص کر دیے گئے ہیں۔ کام جلد مکمل کیا جائے گا۔ اس موقع پر خطاب کرتے ہوئے انہوں نے کہا کہ عوامی مسائل کے حل کو اولین ترجیح دی جا رہی ہے اور منصوبے مقررہ مدت میں مکمل ہوں گے۔ رپورٹ کے مطابق گزشتہ برس کے مقابلے میں نمایاں بہتری دیکھنے میں آئی ہے جبکہ مزید اصلاحات پر کام جاری ہے۔ اعداد و شمار جاری کر دیے گئے۔ ذرائع نے بتایا کہ معاہدے پر دستخط ہو چکے ہیں اور دونوں فریق جلد باقاعدہ اعلان کریں گے۔ تفصیلات آئندہ اجلاس میں پیش کی جائیں گی۔: [9, 343, 187, 472]
- section-header: [561, 926, 738, 951]
- ad-address: انچارج کلاسیفائیڈ ریکس الاخبار اسلام آباد: [1301, 500, 1492, 539]
- section-header: [929, 287, 1106, 312]
- continuation-tag: بقیہ: [1081, 288, 1106, 311]
- section-number: 69: [10, 316, 48, 339]
- section-title: روڈ فاسٹ: [417, 1034, 528, 1057]
- section-number: 43: [562, 1385, 600, 1408]
- section-header: [745, 593, 922, 618]
- continuation-tag: بقیہ: [528, 1589, 553, 1612]
- section-header: [1297, 730, 1496, 755]
- section-number: 31: [746, 1357, 784, 1380]
- section-number: 51: [378, 899, 417, 922]
- section-title: جعلی مالمہ: [48, 820, 160, 843]
- section-title: نادرا: [968, 459, 1080, 482]
- section-title: طالبستان: [968, 737, 1080, 760]
- section-title: تھانوی: [600, 621, 712, 644]
- section-header: [745, 143, 922, 168]
- section-body-text: ذرائع نے بتایا کہ معاہدے پر دستخط ہو چکے ہیں اور دونوں فریق جلد باقاعدہ اعلان کریں گے۔ تفصیلات آئندہ اجلاس میں پیش کی جائیں گی۔ شہریوں نے شکایت کی کہ مسائل کے باوجود کوئی عملی اقدام نہیں اٹھایا گیا جس پر متعلقہ افسران نے فوری نوٹس لیتے ہوئے ہدایات جاری کیں۔ ذرائع کے مطابق حکام نے بتایا کہ واقعہ کی تحقیقات جاری ہیں اور متعلقہ اداروں کو رپورٹ پیش کرنے کی ہدایت کی گئی ہے۔ پولیس نے جائے وقوعہ سے شواہد اکٹھے کر لیے ہیں۔ ترجمان کے مطابق صورتحال پر مکمل نظر رکھی جا رہی ہے اور شہریوں سے تعاون کی اپیل کی گئی ہے۔ امدادی ٹیموں نے موقع پر پہنچ کر کارروائی مکمل کر لی۔: [745, 1106, 923, 1218]
- section-title: بازار: [417, 316, 528, 339]
- continuation-tag: بقیہ: [344, 144, 370, 167]
- continuation-tag: بقیہ: [1264, 649, 1289, 672]
- section-number: 58: [193, 306, 232, 329]
- column-sections: [377, 143, 554, 1727]
- continuation-tag: بقیہ: [1470, 1235, 1495, 1258]
- continuation-tag: بقیہ: [528, 316, 553, 339]
- section-header: [9, 962, 186, 988]
- continuation-tag: بقیہ: [1081, 594, 1106, 617]
- section-header: [9, 476, 186, 501]
- continuation-tag: بقیہ: [896, 1501, 921, 1524]
- section-header: [1297, 1234, 1496, 1259]
- section-number: 61: [193, 811, 232, 834]
- section-body-text: ترجمان کے مطابق صورتحال پر مکمل نظر رکھی جا رہی ہے اور شہریوں سے تعاون کی اپیل کی گئی ہے۔ امدادی ٹیموں نے موقع پر پہنچ کر کارروائی مکمل کر لی۔ اجلاس میں اہم فیصلے کیے گئے جن کا اعلان بعد میں کیا جائے گا۔ شرکاء نے تجاویز پیش کیں اور عملدرآمد کی رپورٹ طلب کر لی گئی ہے۔ حکام کا کہنا ہے کہ ضروری اقدامات کیے جا رہے ہیں اور متاثرین کی بحالی کے لیے فنڈز مختص کر دیے گئے ہیں۔ کام جلد مکمل کیا جائے گا۔ اس موقع پر خطاب کرتے ہوئے انہوں نے کہا کہ عوامی مسائل کے حل کو اولین ترجیح دی جا رہی ہے اور منصوبے مقررہ مدت میں مکمل ہوں گے۔ رپورٹ کے مطابق گزشتہ برس کے مقابلے میں نمایاں بہتری دیکھنے میں آئی ہے جبکہ مزید اصلاحات پر کام جاری ہے۔ اعداد و شمار جاری کر دیے گئے۔: [9, 1134, 187, 1272]
- section-title: حفاظت سمنٹ: [48, 1450, 160, 1473]
- continuation-tag: بقیہ: [528, 477, 553, 500]
- section-title: موبائل اسلم: [232, 1718, 344, 1741]
- continuation-tag: بقیہ: [344, 1575, 370, 1598]
- section-number: 67: [193, 1718, 232, 1741]
- continuation-tag: بقیہ: [160, 820, 185, 843]
- section-body-text: اجلاس میں اہم فیصلے کیے گئے جن کا اعلان بعد میں کیا جائے گا۔ شرکاء نے تجاویز پیش کیں اور عملدرآمد کی رپورٹ طلب کر لی گئی ہے۔ حکام کا کہنا ہے کہ ضروری اقدامات کیے جا رہے ہیں اور متاثرین کی بحالی کے لیے فنڈز مختص کر دیے گئے ہیں۔ کام جلد مکمل کیا جائے گا۔ اس موقع پر خطاب کرتے ہوئے انہوں نے کہا کہ عوامی مسائل کے حل کو اولین ترجیح دی جا رہی ہے اور منصوبے مقررہ مدت میں مکمل ہوں گے۔ رپورٹ کے مطابق گزشتہ برس کے مقابلے میں نمایاں بہتری دیکھنے میں آئی ہے جبکہ مزید اصلاحات پر کام جاری ہے۔ اعداد و شمار جاری کر دیے گئے۔: [929, 763, 1107, 865]
- section-number: 71: [10, 649, 48, 672]
- section-title: پڑھ لیجئے: [1337, 1064, 1470, 1087]
- section-number: 77: [10, 1612, 48, 1635]
- section-number: 49: [378, 621, 417, 644]
- section-header: [561, 1241, 738, 1266]
- whatsapp-icon: [1466, 454, 1489, 477]
- section-body-text: رپورٹ کے مطابق گزشتہ برس کے مقابلے میں نمایاں بہتری دیکھنے میں آئی ہے جبکہ مزید اصلاحات پر کام جاری ہے۔ اعداد و شمار جاری کر دیے گئے۔ ذرائع نے بتایا کہ معاہدے پر دستخط ہو چکے ہیں اور دونوں فریق جلد باقاعدہ اعلان کریں گے۔ تفصیلات آئندہ اجلاس میں پیش کی جائیں گی۔ شہریوں نے شکایت کی کہ مسائل کے باوجود کوئی عملی اقدام نہیں اٹھایا گیا جس پر متعلقہ افسران نے فوری نوٹس لیتے ہوئے ہدایات جاری کیں۔ ذرائع کے مطابق حکام نے بتایا کہ واقعہ کی تحقیقات جاری ہیں اور متعلقہ اداروں کو رپورٹ پیش کرنے کی ہدایت کی گئی ہے۔ پولیس نے جائے وقوعہ سے شواہد اکٹھے کر لیے ہیں۔ ترجمان کے مطابق صورتحال پر مکمل نظر رکھی جا رہی ہے اور شہریوں سے تعاون کی اپیل کی گئی ہے۔ امدادی ٹیموں نے موقع پر پہنچ کر کارروائی مکمل کر لی۔: [376, 171, 554, 310]
- section-title: دودھ دہی: [1153, 144, 1264, 167]
- column-advertisement: [1293, 28, 1499, 2455]
- section-title: رفاہی قسم اٹھانا: [961, 1321, 1081, 1344]
- column-lead-text: رپورٹ کے مطابق گزشتہ برس کے مقابلے میں نمایاں بہتری دیکھنے میں آئی ہے جبکہ مزید اصلاحات پر کام جاری ہے۔ اعداد و شمار جاری کر دیے گئے۔ ذرائع نے بتایا کہ معاہدے پر دستخط ہو چکے ہیں اور دونوں فریق جلد باقاعدہ اعلان کریں گے۔ تفصیلات آئندہ اجلاس میں پیش کی جائیں گی۔ شہریوں نے شکایت کی کہ مسائل کے باوجود کوئی عملی اقدام نہیں اٹھایا گیا جس پر متعلقہ افسران نے فوری نوٹس لیتے ہوئے ہدایات جاری کیں۔ ذرائع کے مطابق حکام نے بتایا کہ واقعہ کی تحقیقات جاری ہیں اور متعلقہ اداروں کو رپورٹ پیش کرنے کی ہدایت کی گئی ہے۔ پولیس نے جائے وقوعہ سے شواہد اکٹھے کر لیے ہیں۔: [376, 28, 554, 139]
- section-title: فائرنگ: [48, 963, 160, 987]
- section-header: [377, 143, 554, 168]
- continuation-tag: بقیہ: [1081, 1177, 1106, 1200]
- section-body-text: شہریوں نے شکایت کی کہ مسائل کے باوجود کوئی عملی اقدام نہیں اٹھایا گیا جس پر متعلقہ افسران نے فوری نوٹس لیتے ہوئے ہدایات جاری کیں۔ ذرائع کے مطابق حکام نے بتایا کہ واقعہ کی تحقیقات جاری ہیں اور متعلقہ اداروں کو رپورٹ پیش کرنے کی ہدایت کی گئی ہے۔ پولیس نے جائے وقوعہ سے شواہد اکٹھے کر لیے ہیں۔ ترجمان کے مطابق صورتحال پر مکمل نظر رکھی جا رہی ہے اور شہریوں سے تعاون کی اپیل کی گئی ہے۔ امدادی ٹیموں نے موقع پر پہنچ کر کارروائی مکمل کر لی۔ اجلاس میں اہم فیصلے کیے گئے جن کا اعلان بعد میں کیا جائے گا۔ شرکاء نے تجاویز پیش کیں اور عملدرآمد کی رپورٹ طلب کر لی گئی ہے۔: [376, 504, 554, 615]
- section-number: 70: [10, 477, 48, 500]
- section-body-text: شہریوں نے شکایت کی کہ مسائل کے باوجود کوئی عملی اقدام نہیں اٹھایا گیا جس پر متعلقہ افسران نے فوری نوٹس لیتے ہوئے ہدایات جاری کیں۔ ذرائع کے مطابق حکام نے بتایا کہ واقعہ کی تحقیقات جاری ہیں اور متعلقہ اداروں کو رپورٹ پیش کرنے کی ہدایت کی گئی ہے۔ پولیس نے جائے وقوعہ سے شواہد اکٹھے کر لیے ہیں۔ ترجمان کے مطابق صورتحال پر مکمل نظر رکھی جا رہی ہے اور شہریوں سے تعاون کی اپیل کی گئی ہے۔ امدادی ٹیموں نے موقع پر پہنچ کر کارروائی مکمل کر لی۔ اجلاس میں اہم فیصلے کیے گئے جن کا اعلان بعد میں کیا جائے گا۔ شرکاء نے تجاویز پیش کیں اور عملدرآمد کی رپورٹ طلب کر لی گئی ہے۔ حکام کا کہنا ہے کہ ضروری اقدامات کیے جا رہے ہیں اور متاثرین کی بحالی کے لیے فنڈز مختص کر دیے گئے ہیں۔ کام جلد مکمل کیا جائے گا۔: [1112, 1009, 1290, 1147]
- column-sections: [561, 143, 738, 1810]
- section-title: فوجہ چوہدری: [600, 1242, 712, 1265]
- section-number: 4: [1298, 1064, 1337, 1087]
- section-title: امبارہ: [417, 477, 528, 500]
- column-lead-text: ترجمان کے مطابق صورتحال پر مکمل نظر رکھی جا رہی ہے اور شہریوں سے تعاون کی اپیل کی گئی ہے۔ امدادی ٹیموں نے موقع پر پہنچ کر کارروائی مکمل کر لی۔ اجلاس میں اہم فیصلے کیے گئے جن کا اعلان بعد میں کیا جائے گا۔ شرکاء نے تجاویز پیش کیں اور عملدرآمد کی رپورٹ طلب کر لی گئی ہے۔ حکام کا کہنا ہے کہ ضروری اقدامات کیے جا رہے ہیں اور متاثرین کی بحالی کے لیے فنڈز مختص کر دیے گئے ہیں۔ کام جلد مکمل کیا جائے گا۔ اس موقع پر خطاب کرتے ہوئے انہوں نے کہا کہ عوامی مسائل کے حل کو اولین ترجیح دی جا رہی ہے اور منصوبے مقررہ مدت میں مکمل ہوں گے۔: [929, 28, 1107, 139]
- section-number: 5: [1298, 1235, 1337, 1258]
- section-body-text: ذرائع کے مطابق حکام نے بتایا کہ واقعہ کی تحقیقات جاری ہیں اور متعلقہ اداروں کو رپورٹ پیش کرنے کی ہدایت کی گئی ہے۔ پولیس نے جائے وقوعہ سے شواہد اکٹھے کر لیے ہیں۔ ترجمان کے مطابق صورتحال پر مکمل نظر رکھی جا رہی ہے اور شہریوں سے تعاون کی اپیل کی گئی ہے۔ امدادی ٹیموں نے موقع پر پہنچ کر کارروائی مکمل کر لی۔ اجلاس میں اہم فیصلے کیے گئے جن کا اعلان بعد میں کیا جائے گا۔ شرکاء نے تجاویز پیش کیں اور عملدرآمد کی رپورٹ طلب کر لی گئی ہے۔ حکام کا کہنا ہے کہ ضروری اقدامات کیے جا رہے ہیں اور متاثرین کی بحالی کے لیے فنڈز مختص کر دیے گئے ہیں۔ کام جلد مکمل کیا جائے گا۔ اس موقع پر خطاب کرتے ہوئے انہوں نے کہا کہ عوامی مسائل کے حل کو اولین ترجیح دی جا رہی ہے اور منصوبے مقررہ مدت میں مکمل ہوں گے۔: [192, 1143, 370, 1282]
- section-header: [377, 1033, 554, 1058]
- continuation-tag: بقیہ: [896, 1357, 921, 1380]
- section-title: ضبط صیاح: [600, 316, 712, 339]
- column-6: [189, 28, 372, 2455]
- section-header: [929, 1320, 1106, 1345]
- section-body-text: رپورٹ کے مطابق گزشتہ برس کے مقابلے میں نمایاں بہتری دیکھنے میں آئی ہے جبکہ مزید اصلاحات پر کام جاری ہے۔ اعداد و شمار جاری کر دیے گئے۔ ذرائع نے بتایا کہ معاہدے پر دستخط ہو چکے ہیں اور دونوں فریق جلد باقاعدہ اعلان کریں گے۔ تفصیلات آئندہ اجلاس میں پیش کی جائیں گی۔ شہریوں نے شکایت کی کہ مسائل کے باوجود کوئی عملی اقدام نہیں اٹھایا گیا جس پر متعلقہ افسران نے فوری نوٹس لیتے ہوئے ہدایات جاری کیں۔ ذرائع کے مطابق حکام نے بتایا کہ واقعہ کی تحقیقات جاری ہیں اور متعلقہ اداروں کو رپورٹ پیش کرنے کی ہدایت کی گئی ہے۔ پولیس نے جائے وقوعہ سے شواہد اکٹھے کر لیے ہیں۔ ترجمان کے مطابق صورتحال پر مکمل نظر رکھی جا رہی ہے اور شہریوں سے تعاون کی اپیل کی گئی ہے۔ امدادی ٹیموں نے موقع پر پہنچ کر کارروائی مکمل کر لی۔: [560, 171, 739, 310]
- section-title: جمعۃ الوداع: [968, 288, 1080, 311]
- section-header: [561, 1384, 738, 1409]
- section-number: 7: [1114, 316, 1153, 339]
- continuation-tag: بقیہ: [712, 756, 737, 779]
- section-number: 46: [378, 144, 417, 167]
- section-number: 19: [930, 1042, 968, 1065]
- section-number: 25: [746, 450, 784, 474]
- section-number: 16: [930, 594, 968, 617]
- section-number: 27: [746, 765, 784, 788]
- section-number: 62: [193, 955, 232, 978]
- section-header: [561, 143, 738, 168]
- section-title: بادول: [1153, 477, 1264, 500]
- section-number: 6: [1114, 144, 1153, 167]
- section-header: [192, 1574, 370, 1599]
- column-lead-text: رپورٹ کے مطابق گزشتہ برس کے مقابلے میں نمایاں بہتری دیکھنے میں آئی ہے جبکہ مزید اصلاحات پر کام جاری ہے۔ اعداد و شمار جاری کر دیے گئے۔ ذرائع نے بتایا کہ معاہدے پر دستخط ہو چکے ہیں اور دونوں فریق جلد باقاعدہ اعلان کریں گے۔ تفصیلات آئندہ اجلاس میں پیش کی جائیں گی۔ شہریوں نے شکایت کی کہ مسائل کے باوجود کوئی عملی اقدام نہیں اٹھایا گیا جس پر متعلقہ افسران نے فوری نوٹس لیتے ہوئے ہدایات جاری کیں۔ ذرائع کے مطابق حکام نے بتایا کہ واقعہ کی تحقیقات جاری ہیں اور متعلقہ اداروں کو رپورٹ پیش کرنے کی ہدایت کی گئی ہے۔ پولیس نے جائے وقوعہ سے شواہد اکٹھے کر لیے ہیں۔: [1112, 28, 1290, 139]
- section-number: 45: [562, 1672, 600, 1695]
- section-header: [561, 315, 738, 340]
- section-number: 1: [1298, 550, 1337, 573]
- section-header: [9, 1106, 186, 1131]
- section-number: 11: [1114, 982, 1153, 1005]
- continuation-tag: بقیہ: [712, 1672, 737, 1695]
- section-body-text: ترجمان کے مطابق صورتحال پر مکمل نظر رکھی جا رہی ہے اور شہریوں سے تعاون کی اپیل کی گئی ہے۔ امدادی ٹیموں نے موقع پر پہنچ کر کارروائی مکمل کر لی۔ اجلاس میں اہم فیصلے کیے گئے جن کا اعلان بعد میں کیا جائے گا۔ شرکاء نے تجاویز پیش کیں اور عملدرآمد کی رپورٹ طلب کر لی گئی ہے۔ حکام کا کہنا ہے کہ ضروری اقدامات کیے جا رہے ہیں اور متاثرین کی بحالی کے لیے فنڈز مختص کر دیے گئے ہیں۔ کام جلد مکمل کیا جائے گا۔ اس موقع پر خطاب کرتے ہوئے انہوں نے کہا کہ عوامی مسائل کے حل کو اولین ترجیح دی جا رہی ہے اور منصوبے مقررہ مدت میں مکمل ہوں گے۔ رپورٹ کے مطابق گزشتہ برس کے مقابلے میں نمایاں بہتری دیکھنے میں آئی ہے جبکہ مزید اصلاحات پر کام جاری ہے۔ اعداد و شمار جاری کر دیے گئے۔: [745, 935, 923, 1074]
- section-title: گورنر جیلی: [600, 756, 712, 779]
- section-title: فیول پل: [968, 1177, 1080, 1200]
- ad-booking-note: نوٹ :۔ اشتہارات کی بکنگ روزانہ صبح 10:00 تا رات 08:00 بجے تک کی جاتی ہے۔: [1301, 359, 1492, 433]
- section-body-text: حکام کا کہنا ہے کہ ضروری اقدامات کیے جا رہے ہیں اور متاثرین کی بحالی کے لیے فنڈز مختص کر دیے گئے ہیں۔ کام جلد مکمل کیا جائے گا۔ اس موقع پر خطاب کرتے ہوئے انہوں نے کہا کہ عوامی مسائل کے حل کو اولین ترجیح دی جا رہی ہے اور منصوبے مقررہ مدت میں مکمل ہوں گے۔ رپورٹ کے مطابق گزشتہ برس کے مقابلے میں نمایاں بہتری دیکھنے میں آئی ہے جبکہ مزید اصلاحات پر کام جاری ہے۔ اعداد و شمار جاری کر دیے گئے۔ ذرائع نے بتایا کہ معاہدے پر دستخط ہو چکے ہیں اور دونوں فریق جلد باقاعدہ اعلان کریں گے۔ تفصیلات آئندہ اجلاس میں پیش کی جائیں گی۔: [376, 648, 554, 750]
- section-header: [745, 1079, 922, 1104]
- section-number: 15: [930, 459, 968, 482]
- continuation-tag: بقیہ: [1081, 459, 1106, 482]
- continuation-tag: بقیہ: [1264, 820, 1289, 843]
- section-header: [745, 449, 922, 475]
- section-number: 41: [562, 1070, 600, 1093]
- section-number: 3: [1298, 911, 1337, 934]
- section-header: [192, 1717, 370, 1742]
- section-header: [9, 143, 186, 168]
- section-title: وارننگ: [232, 144, 344, 167]
- section-header: [377, 1588, 554, 1613]
- section-body-text: شہریوں نے شکایت کی کہ مسائل کے باوجود کوئی عملی اقدام نہیں اٹھایا گیا جس پر متعلقہ افسران نے فوری نوٹس لیتے ہوئے ہدایات جاری کیں۔ ذرائع کے مطابق حکام نے بتایا کہ واقعہ کی تحقیقات جاری ہیں اور متعلقہ اداروں کو رپورٹ پیش کرنے کی ہدایت کی گئی ہے۔ پولیس نے جائے وقوعہ سے شواہد اکٹھے کر لیے ہیں۔ ترجمان کے مطابق صورتحال پر مکمل نظر رکھی جا رہی ہے اور شہریوں سے تعاون کی اپیل کی گئی ہے۔ امدادی ٹیموں نے موقع پر پہنچ کر کارروائی مکمل کر لی۔ اجلاس میں اہم فیصلے کیے گئے جن کا اعلان بعد میں کیا جائے گا۔ شرکاء نے تجاویز پیش کیں اور عملدرآمد کی رپورٹ طلب کر لی گئی ہے۔ حکام کا کہنا ہے کہ ضروری اقدامات کیے جا رہے ہیں اور متاثرین کی بحالی کے لیے فنڈز مختص کر دیے گئے ہیں۔ کام جلد مکمل کیا جائے گا۔: [560, 783, 739, 921]
- continuation-tag: بقیہ: [344, 955, 370, 978]
- section-number: 35: [562, 144, 600, 167]
- section-header: [1297, 910, 1496, 935]
- section-header: [377, 315, 554, 340]
- ad-phone-row[interactable]: [1301, 436, 1492, 497]
- column-sections: [9, 143, 186, 1777]
- continuation-tag: بقیہ: [712, 927, 737, 950]
- section-title: قرض وصول: [784, 765, 896, 788]
- ad-term: ☆.....جملہ اشتہارات نیک نیتی کے جذبے کے تحت قبول کئے جاتے ہیں ادارہ کسی اشتہار کے غیر حقیقی ہونے یا اس کے تحت مالی و دیگر معاملات کا ذمہ دار نہ ہوگا۔: [1307, 266, 1489, 345]
- section-body-text: ترجمان کے مطابق صورتحال پر مکمل نظر رکھی جا رہی ہے اور شہریوں سے تعاون کی اپیل کی گئی ہے۔ امدادی ٹیموں نے موقع پر پہنچ کر کارروائی مکمل کر لی۔ اجلاس میں اہم فیصلے کیے گئے جن کا اعلان بعد میں کیا جائے گا۔ شرکاء نے تجاویز پیش کیں اور عملدرآمد کی رپورٹ طلب کر لی گئی ہے۔ حکام کا کہنا ہے کہ ضروری اقدامات کیے جا رہے ہیں اور متاثرین کی بحالی کے لیے فنڈز مختص کر دیے گئے ہیں۔ کام جلد مکمل کیا جائے گا۔ اس موقع پر خطاب کرتے ہوئے انہوں نے کہا کہ عوامی مسائل کے حل کو اولین ترجیح دی جا رہی ہے اور منصوبے مقررہ مدت میں مکمل ہوں گے۔: [560, 1412, 739, 1523]
- masthead-paper-name: روزنامہ ایکسپریس: [781, 7, 888, 20]
- section-number: 42: [562, 1242, 600, 1265]
- section-header: [561, 755, 738, 780]
- section-title: اسرائیلی: [417, 1177, 528, 1200]
- section-body-text: ذرائع نے بتایا کہ معاہدے پر دستخط ہو چکے ہیں اور دونوں فریق جلد باقاعدہ اعلان کریں گے۔ تفصیلات آئندہ اجلاس میں پیش کی جائیں گی۔ شہریوں نے شکایت کی کہ مسائل کے باوجود کوئی عملی اقدام نہیں اٹھایا گیا جس پر متعلقہ افسران نے فوری نوٹس لیتے ہوئے ہدایات جاری کیں۔ ذرائع کے مطابق حکام نے بتایا کہ واقعہ کی تحقیقات جاری ہیں اور متعلقہ اداروں کو رپورٹ پیش کرنے کی ہدایت کی گئی ہے۔ پولیس نے جائے وقوعہ سے شواہد اکٹھے کر لیے ہیں۔ ترجمان کے مطابق صورتحال پر مکمل نظر رکھی جا رہی ہے اور شہریوں سے تعاون کی اپیل کی گئی ہے۔ امدادی ٹیموں نے موقع پر پہنچ کر کارروائی مکمل کر لی۔ اجلاس میں اہم فیصلے کیے گئے جن کا اعلان بعد میں کیا جائے گا۔ شرکاء نے تجاویز پیش کیں اور عملدرآمد کی رپورٹ طلب کر لی گئی ہے۔: [9, 1305, 187, 1444]
- section-header: [9, 819, 186, 844]
- section-header: [377, 1453, 554, 1478]
- section-number: 40: [562, 927, 600, 950]
- column-sections: [929, 143, 1106, 1592]
- continuation-tag: بقیہ: [528, 1034, 553, 1057]
- section-title: دودہ بان: [417, 144, 528, 167]
- section-title: کے کے ڈی: [600, 1528, 712, 1552]
- section-title: لکی مروت: [1337, 550, 1470, 573]
- section-header: [377, 1310, 554, 1335]
- section-title: جہلم اوار: [784, 1751, 896, 1774]
- section-title: حادثہ: [784, 1635, 896, 1658]
- section-body-text: رپورٹ کے مطابق گزشتہ برس کے مقابلے میں نمایاں بہتری دیکھنے میں آئی ہے جبکہ مزید اصلاحات پر کام جاری ہے۔ اعداد و شمار جاری کر دیے گئے۔ ذرائع نے بتایا کہ معاہدے پر دستخط ہو چکے ہیں اور دونوں فریق جلد باقاعدہ اعلان کریں گے۔ تفصیلات آئندہ اجلاس میں پیش کی جائیں گی۔ شہریوں نے شکایت کی کہ مسائل کے باوجود کوئی عملی اقدام نہیں اٹھایا گیا جس پر متعلقہ افسران نے فوری نوٹس لیتے ہوئے ہدایات جاری کیں۔ ذرائع کے مطابق حکام نے بتایا کہ واقعہ کی تحقیقات جاری ہیں اور متعلقہ اداروں کو رپورٹ پیش کرنے کی ہدایت کی گئی ہے۔ پولیس نے جائے وقوعہ سے شواہد اکٹھے کر لیے ہیں۔ ترجمان کے مطابق صورتحال پر مکمل نظر رکھی جا رہی ہے اور شہریوں سے تعاون کی اپیل کی گئی ہے۔ امدادی ٹیموں نے موقع پر پہنچ کر کارروائی مکمل کر لی۔: [192, 504, 370, 643]
- section-header: [192, 648, 370, 673]
- section-header: [929, 458, 1106, 483]
- continuation-tag: بقیہ: [344, 306, 370, 329]
- continuation-tag: بقیہ: [1081, 1321, 1106, 1344]
